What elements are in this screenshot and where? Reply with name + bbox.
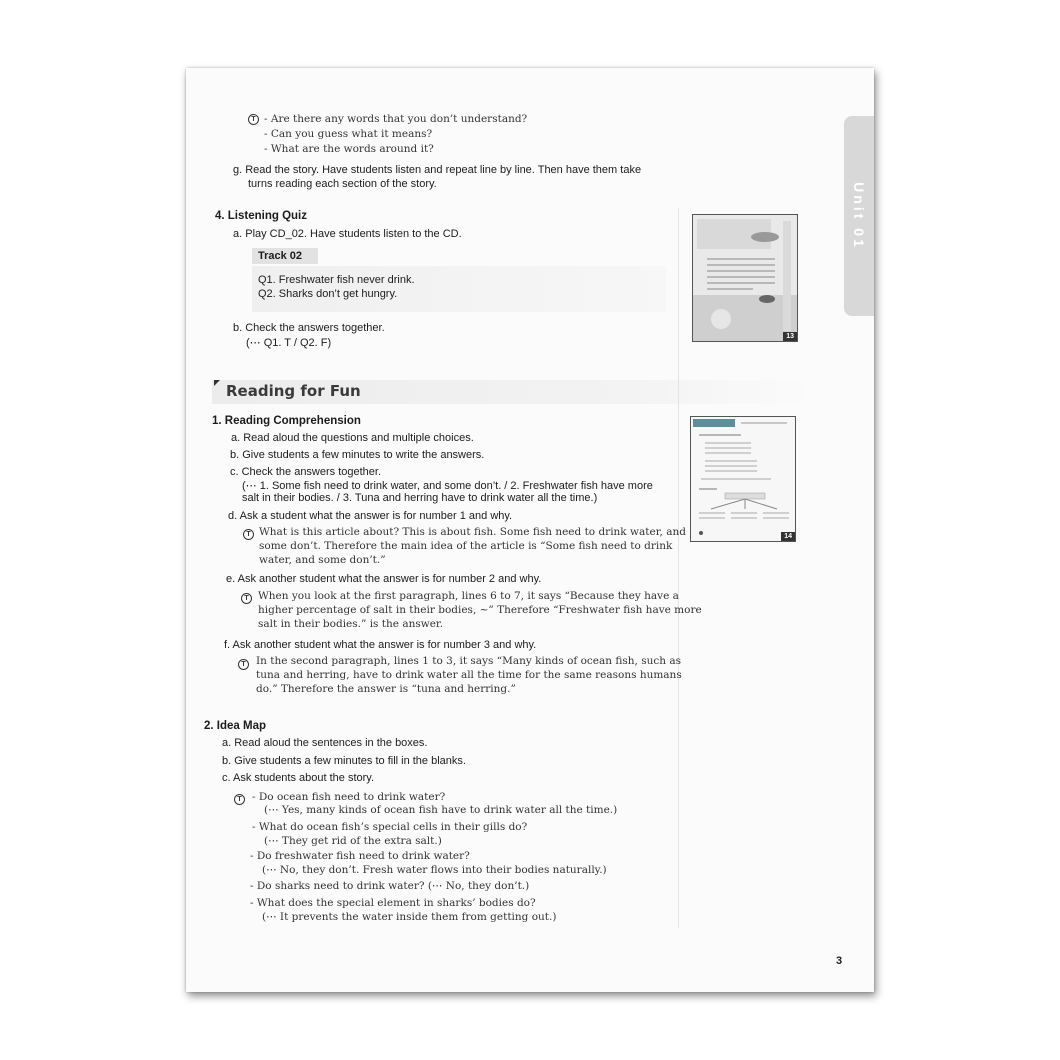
- teacher-note-line: When you look at the first paragraph, lines 6 to 7, it says “Because they have a: [258, 590, 679, 602]
- step-g-line: turns reading each section of the story.: [248, 178, 437, 190]
- idea-map-answer: (⋯ No, they don’t. Fresh water flows into their bodies naturally.): [262, 864, 607, 876]
- listening-quiz-heading: 4. Listening Quiz: [215, 210, 308, 222]
- idea-map-answer: (⋯ It prevents the water inside them from getting out.): [262, 911, 557, 923]
- teacher-t-icon: T: [234, 794, 245, 805]
- rc-step-a: a. Read aloud the questions and multiple choices.: [231, 432, 474, 444]
- rc-answer-line: (⋯ 1. Some fish need to drink water, and some don’t. / 2. Freshwater fish have more: [242, 480, 653, 492]
- teacher-note-line: In the second paragraph, lines 1 to 3, it says “Many kinds of ocean fish, such as: [256, 655, 681, 667]
- listening-answer: (⋯ Q1. T / Q2. F): [246, 337, 332, 349]
- column-divider: [678, 208, 679, 928]
- idea-map-answer: (⋯ Yes, many kinds of ocean fish have to drink water all the time.): [264, 804, 618, 816]
- teacher-note-line: do.” Therefore the answer is “tuna and herring.”: [256, 683, 516, 695]
- idea-map-heading: 2. Idea Map: [204, 720, 266, 732]
- track-label: Track 02: [252, 248, 318, 264]
- tip-line: - What are the words around it?: [264, 143, 434, 155]
- im-step-a: a. Read aloud the sentences in the boxes.: [222, 737, 428, 749]
- worksheet-illustration: [691, 417, 795, 541]
- idea-map-question: - What does the special element in sharks’ bodies do?: [250, 897, 536, 909]
- idea-map-answer: (⋯ They get rid of the extra salt.): [264, 835, 442, 847]
- rc-step-d: d. Ask a student what the answer is for number 1 and why.: [228, 510, 513, 522]
- teacher-note-line: higher percentage of salt in their bodies, ~” Therefore “Freshwater fish have more: [258, 604, 702, 616]
- teacher-note-line: What is this article about? This is about fish. Some fish need to drink water, and: [259, 526, 686, 538]
- unit-tab: [844, 116, 874, 316]
- teacher-t-icon: T: [238, 659, 249, 670]
- page-number: 3: [836, 955, 843, 967]
- idea-map-question: - Do ocean fish need to drink water?: [252, 791, 446, 803]
- rc-answer-line: salt in their bodies. / 3. Tuna and herring have to drink water all the time.): [242, 492, 598, 504]
- quiz-question: Q1. Freshwater fish never drink.: [258, 274, 415, 286]
- teacher-t-icon: T: [241, 593, 252, 604]
- idea-map-question: - Do sharks need to drink water? (⋯ No, they don’t.): [250, 880, 530, 892]
- rc-step-e: e. Ask another student what the answer is for number 2 and why.: [226, 573, 542, 585]
- im-step-b: b. Give students a few minutes to fill in the blanks.: [222, 755, 466, 767]
- idea-map-question: - Do freshwater fish need to drink water?: [250, 850, 470, 862]
- teacher-t-icon: T: [243, 529, 254, 540]
- teacher-note-line: some don’t. Therefore the main idea of the article is “Some fish need to drink: [259, 540, 673, 552]
- step-g-line: g. Read the story. Have students listen and repeat line by line. Then have them take: [233, 164, 642, 176]
- teacher-t-icon: T: [248, 114, 259, 125]
- im-step-c: c. Ask students about the story.: [222, 772, 375, 784]
- workbook-page: [186, 68, 874, 992]
- unit-tab-label: Unit 01: [851, 182, 867, 250]
- textbook-page-thumbnail: [690, 416, 796, 542]
- rc-step-b: b. Give students a few minutes to write the answers.: [230, 449, 485, 461]
- rc-step-c: c. Check the answers together.: [230, 466, 382, 478]
- listening-step-b: b. Check the answers together.: [233, 322, 385, 334]
- textbook-page-thumbnail: [692, 214, 798, 342]
- tip-line: - Can you guess what it means?: [264, 128, 433, 140]
- teacher-note-line: water, and some don’t.”: [259, 554, 386, 566]
- rc-step-f: f. Ask another student what the answer is for number 3 and why.: [224, 639, 537, 651]
- idea-map-question: - What do ocean fish’s special cells in their gills do?: [252, 821, 528, 833]
- reading-comprehension-heading: 1. Reading Comprehension: [212, 415, 361, 427]
- teacher-note-line: tuna and herring, have to drink water all the time for the same reasons humans: [256, 669, 682, 681]
- fish-illustration: [693, 215, 797, 341]
- quiz-question: Q2. Sharks don’t get hungry.: [258, 288, 398, 300]
- tip-line: - Are there any words that you don’t understand?: [264, 113, 528, 125]
- thumbnail-page-number: 13: [783, 332, 797, 341]
- teacher-note-line: salt in their bodies.” is the answer.: [258, 618, 444, 630]
- listening-step-a: a. Play CD_02. Have students listen to the CD.: [233, 228, 462, 240]
- section-title: Reading for Fun: [226, 382, 361, 400]
- thumbnail-page-number: 14: [781, 532, 795, 541]
- corner-mark-icon: [214, 380, 220, 386]
